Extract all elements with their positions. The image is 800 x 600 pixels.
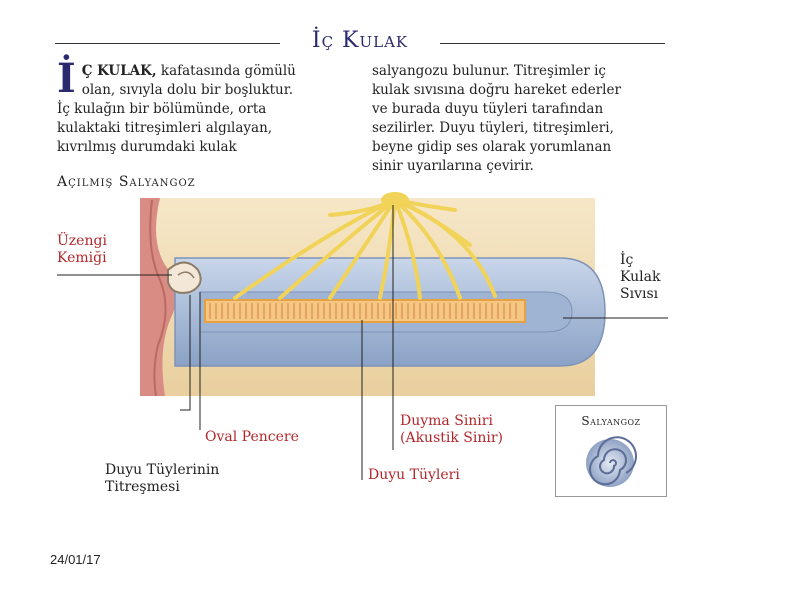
label-ic-kulak-sivisi: İç Kulak Sıvısı [620, 252, 661, 302]
diagram-subhead: Açılmış Salyangoz [57, 174, 196, 190]
label-titresme: Duyu Tüylerinin Titreşmesi [105, 462, 220, 495]
stapes-bone [168, 263, 201, 293]
intro-lead: Ç KULAK, [81, 63, 157, 79]
label-duyu-tuyleri: Duyu Tüyleri [368, 467, 460, 483]
intro2-line-5: beyne gidip ses olarak yorumlanan [372, 139, 612, 155]
intro-line-4: kulaktaki titreşimleri algılayan, [57, 120, 273, 136]
label-uzengi-kemigi: Üzengi Kemiği [57, 233, 107, 266]
intro2-line-1: salyangozu bulunur. Titreşimler iç [372, 63, 606, 79]
inset-title: Salyangoz [581, 414, 641, 428]
basilar-membrane [205, 300, 525, 322]
dropcap: İ [57, 55, 76, 102]
page-title: İç Kulak [311, 28, 409, 53]
intro2-line-6: sinir uyarılarına çevirir. [372, 158, 534, 174]
label-duyma-siniri: Duyma Siniri (Akustik Sinir) [400, 413, 504, 446]
intro-line-3: İç kulağın bir bölümünde, orta [57, 101, 267, 117]
intro-line-5: kıvrılmış durumdaki kulak [57, 139, 237, 155]
intro2-line-4: sezilirler. Duyu tüyleri, titreşimleri, [372, 120, 614, 136]
inset-spiral-overlay [580, 435, 640, 495]
intro2-line-2: kulak sıvısına doğru hareket ederler [372, 82, 621, 98]
intro-line-1: kafatasında gömülü [160, 63, 296, 79]
date-stamp: 24/01/17 [50, 552, 101, 567]
label-oval-pencere: Oval Pencere [205, 429, 299, 445]
intro-line-2: olan, sıvıyla dolu bir boşluktur. [81, 82, 294, 98]
intro2-line-3: ve burada duyu tüyleri tarafından [372, 101, 604, 117]
